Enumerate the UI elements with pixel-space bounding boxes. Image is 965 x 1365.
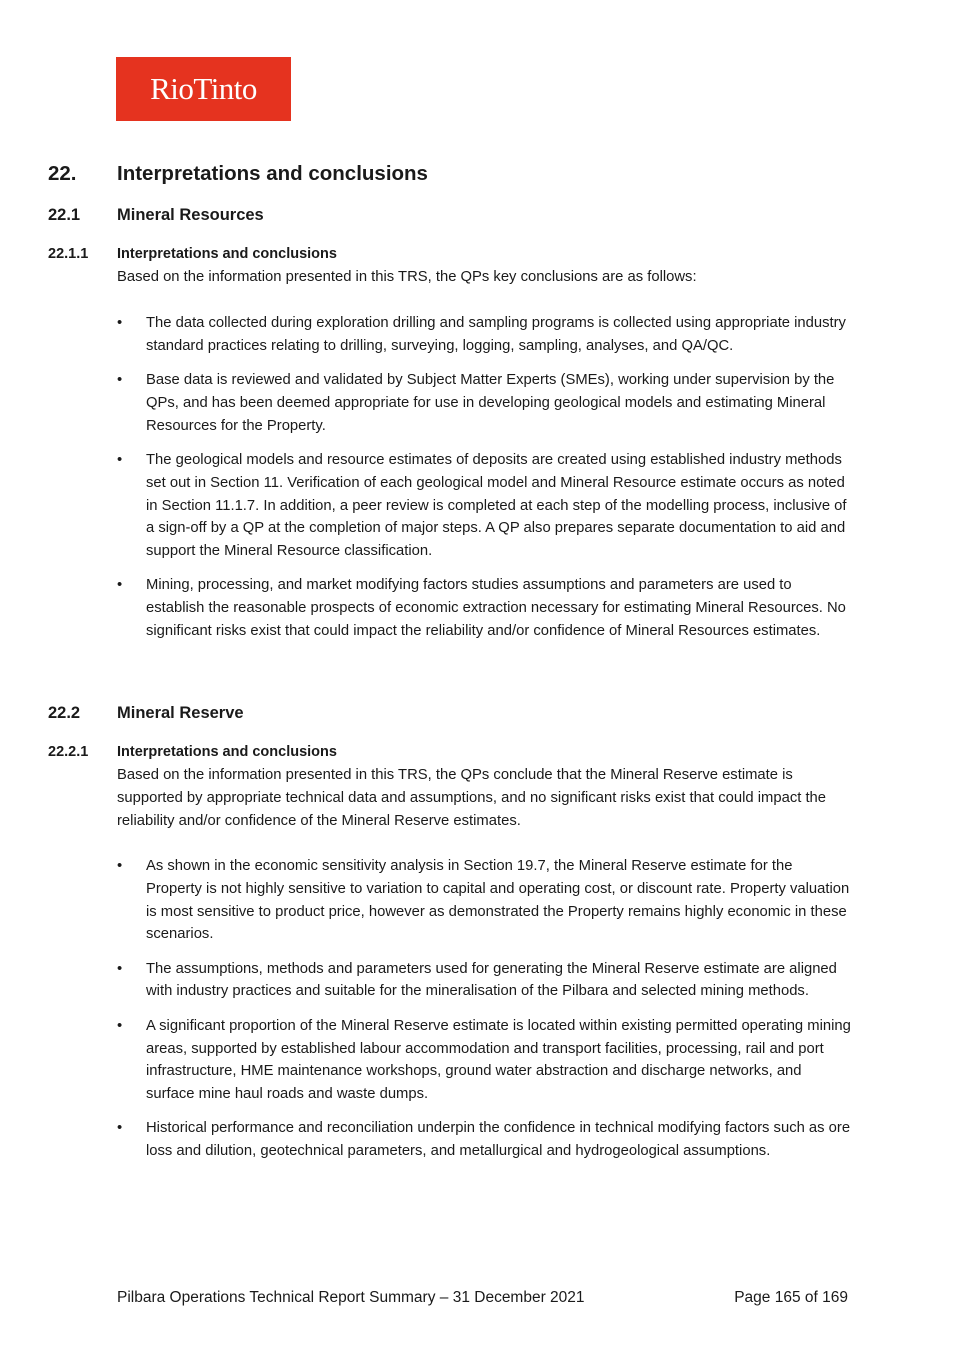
list-item [117, 574, 852, 642]
bullet-icon: • [117, 1120, 123, 1137]
resources-sub-title: Interpretations and conclusions [117, 246, 337, 262]
reserve-number: 22.2 [48, 704, 81, 722]
resources-heading [48, 206, 264, 225]
bullet-text: Base data is reviewed and validated by Subject Matter Experts (SMEs), working under supervision by the QPs, and has been deemed appropriate for use in developing geological models and estimating Mineral Resources for the Property. [146, 372, 835, 434]
list-item [117, 1117, 852, 1163]
resources-number: 22.1 [48, 206, 81, 224]
bullet-icon: • [117, 1017, 123, 1034]
reserve-sub-title: Interpretations and conclusions [117, 744, 337, 760]
reserve-intro: Based on the information presented in this TRS, the QPs conclude that the Mineral Reserve estimate is supported by appropriate technical data and assumptions, and no significant risks exist that could impact the reliability and/or confidence of the Mineral Reserve estimates. [117, 767, 827, 829]
reserve-title: Mineral Reserve [117, 704, 244, 722]
bullet-icon: • [117, 451, 123, 468]
footer-page-number: Page 165 of 169 [734, 1289, 848, 1306]
reserve-sub-number: 22.2.1 [48, 744, 89, 760]
bullet-text: A significant proportion of the Mineral Reserve estimate is located within existing permitted operating mining areas, supported by established labour accommodation and transport facilities, processing, rail and port infrastructure, HME maintenance workshops, ground water abstraction and discharge networks, and surface mine haul roads and waste dumps. [146, 1017, 851, 1103]
reserve-bullet-list [117, 855, 852, 1175]
bullet-icon: • [117, 315, 123, 331]
bullet-text: The geological models and resource estimates of deposits are created using established industry methods set out in Section 11. Verification of each geological model and Mineral Resource estimate occurs as noted in Section 11.1.7. In addition, a peer review is completed at each step of the modelling process, inclusive of a sign-off by a QP at the completion of major steps. A QP also prepares separate documentation to aid and support the Mineral Resource classification. [146, 451, 847, 560]
list-item [117, 369, 852, 437]
resources-subheading [48, 246, 337, 262]
list-item [117, 449, 852, 563]
reserve-heading [48, 704, 244, 723]
rio-tinto-logo [116, 57, 291, 121]
bullet-text: Historical performance and reconciliation underpin the confidence in technical modifying factors such as ore loss and dilution, geotechnical parameters, and metallurgical and hydrogeological assumptions. [146, 1120, 851, 1160]
bullet-text: The data collected during exploration drilling and sampling programs is collected using appropriate industry standard practices relating to drilling, surveying, logging, sampling, analyses, and QA/QC. [146, 315, 846, 354]
bullet-text: As shown in the economic sensitivity analysis in Section 19.7, the Mineral Reserve estimate for the Property is not highly sensitive to variation to capital and operating cost, or discount rate. Property valuation is most sensitive to product price, however as demonstrated the Property remains highly economic in these scenarios. [146, 858, 850, 943]
bullet-text: Mining, processing, and market modifying factors studies assumptions and parameters are used to establish the reasonable prospects of economic extraction necessary for estimating Mineral Resources. No significant risks exist that could impact the reliability and/or confidence of Mineral Resources estimates. [146, 577, 846, 640]
list-item [117, 312, 852, 358]
bullet-text: The assumptions, methods and parameters used for generating the Mineral Reserve estimate are aligned with industry practices and suitable for the mineralisation of the Pilbara and selected mining methods. [146, 960, 837, 1000]
section-number: 22. [48, 162, 77, 185]
list-item [117, 855, 852, 946]
bullet-icon: • [117, 577, 123, 594]
resources-title: Mineral Resources [117, 206, 264, 224]
reserve-subheading [48, 744, 337, 760]
logo-text: RioTinto [150, 71, 257, 106]
resources-intro: Based on the information presented in this TRS, the QPs key conclusions are as follows: [117, 269, 697, 285]
footer-report-title: Pilbara Operations Technical Report Summary – 31 December 2021 [117, 1289, 585, 1306]
bullet-icon: • [117, 372, 123, 389]
resources-bullet-list [117, 312, 852, 654]
resources-sub-number: 22.1.1 [48, 246, 89, 262]
bullet-icon: • [117, 858, 123, 874]
bullet-icon: • [117, 960, 123, 977]
list-item [117, 958, 852, 1004]
section-title: Interpretations and conclusions [117, 162, 428, 185]
list-item [117, 1015, 852, 1106]
